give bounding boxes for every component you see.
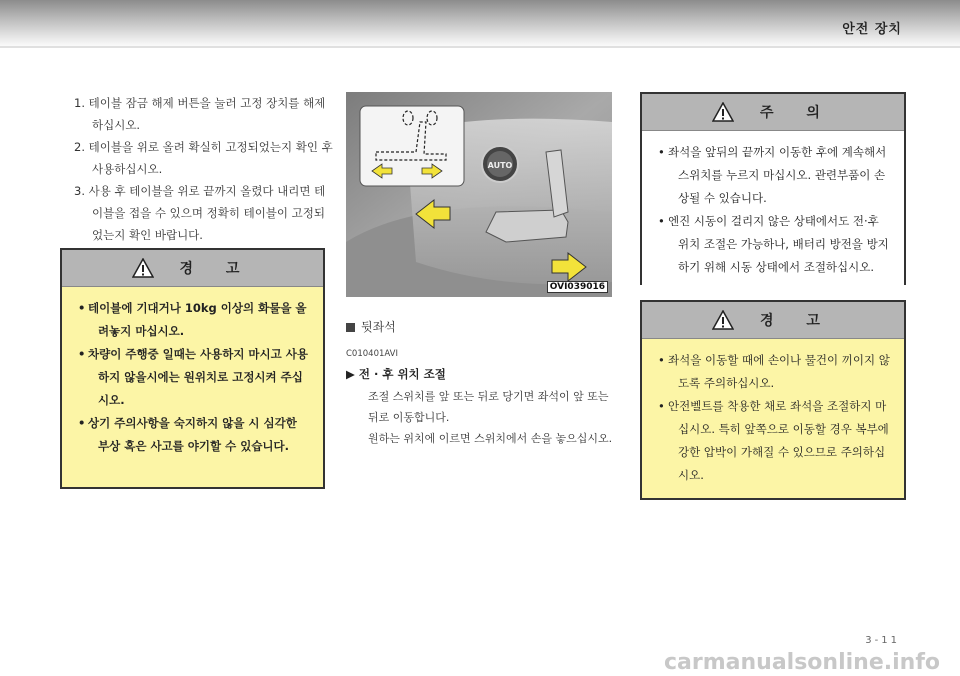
- step-item: 2. 테이블을 위로 올려 확실히 고정되었는지 확인 후 사용하십시오.: [74, 140, 333, 176]
- section-subhead: ▶ 전 · 후 위치 조절: [346, 367, 446, 381]
- warning-body: [62, 287, 323, 468]
- warning-body: [642, 339, 904, 497]
- auto-button-label: AUTO: [487, 161, 513, 170]
- list-item: • 엔진 시동이 걸리지 않은 상태에서도 전·후 위치 조절은 가능하나, 배터리 방전을 방지하기 위해 시동 상태에서 조절하십시오.: [656, 210, 890, 279]
- caution-header: [642, 94, 904, 131]
- figure-code: OVI039016: [547, 281, 608, 293]
- seat-switch-photo: [346, 92, 612, 297]
- section-code: C010401AVI: [346, 349, 398, 359]
- list-item: • 상기 주의사항을 숙지하지 않을 시 심각한 부상 혹은 사고를 야기할 수 있습니다.: [76, 412, 309, 458]
- step-item: 1. 테이블 잠금 해제 버튼을 눌러 고정 장치를 해제하십시오.: [74, 96, 326, 132]
- section-title: [346, 318, 396, 335]
- warning-box-left: [60, 248, 325, 489]
- paragraph: 원하는 위치에 이르면 스위치에서 손을 놓으십시오.: [368, 432, 613, 445]
- warning-title: 경 고: [179, 261, 254, 277]
- caution-triangle-icon: [712, 102, 734, 122]
- seat-switch-illustration: [346, 92, 612, 297]
- list-item: • 테이블에 기대거나 10kg 이상의 화물을 올려놓지 마십시오.: [76, 297, 309, 343]
- step-list: [74, 92, 336, 246]
- warning-header: [62, 250, 323, 287]
- header-divider: [0, 46, 960, 48]
- warning-title: 경 고: [760, 313, 834, 329]
- warning-header: [642, 302, 904, 339]
- list-item: • 차량이 주행중 일때는 사용하지 마시고 사용하지 않을시에는 원위치로 고정시켜 주십시오.: [76, 343, 309, 412]
- step-item: 3. 사용 후 테이블을 위로 끝까지 올렸다 내리면 테이블을 접을 수 있으며 정확히 테이블이 고정되었는지 확인 바랍니다.: [74, 184, 326, 242]
- list-item: • 좌석을 이동할 때에 손이나 물건이 끼이지 않도록 주의하십시오.: [656, 349, 890, 395]
- paragraph: 조절 스위치를 앞 또는 뒤로 당기면 좌석이 앞 또는 뒤로 이동합니다.: [368, 390, 609, 424]
- section-title-text: 뒷좌석: [361, 320, 396, 334]
- warning-triangle-icon: [712, 310, 734, 330]
- header-band: [0, 0, 960, 48]
- list-item: • 안전벨트를 착용한 채로 좌석을 조절하지 마십시오. 특히 앞쪽으로 이동할 경우 복부에 강한 압박이 가해질 수 있으므로 주의하십시오.: [656, 395, 890, 487]
- page-number: 3-11: [865, 635, 900, 646]
- square-bullet-icon: [346, 323, 355, 332]
- section-body: [368, 386, 616, 449]
- caution-body: [642, 131, 904, 289]
- watermark: carmanualsonline.info: [664, 650, 940, 675]
- caution-box: [640, 92, 906, 285]
- chapter-title: 안전 장치: [842, 22, 902, 37]
- warning-triangle-icon: [132, 258, 154, 278]
- list-item: • 좌석을 앞뒤의 끝까지 이동한 후에 계속해서 스위치를 누르지 마십시오. 관련부품이 손상될 수 있습니다.: [656, 141, 890, 210]
- caution-title: 주 의: [760, 105, 834, 121]
- warning-box-right: [640, 300, 906, 500]
